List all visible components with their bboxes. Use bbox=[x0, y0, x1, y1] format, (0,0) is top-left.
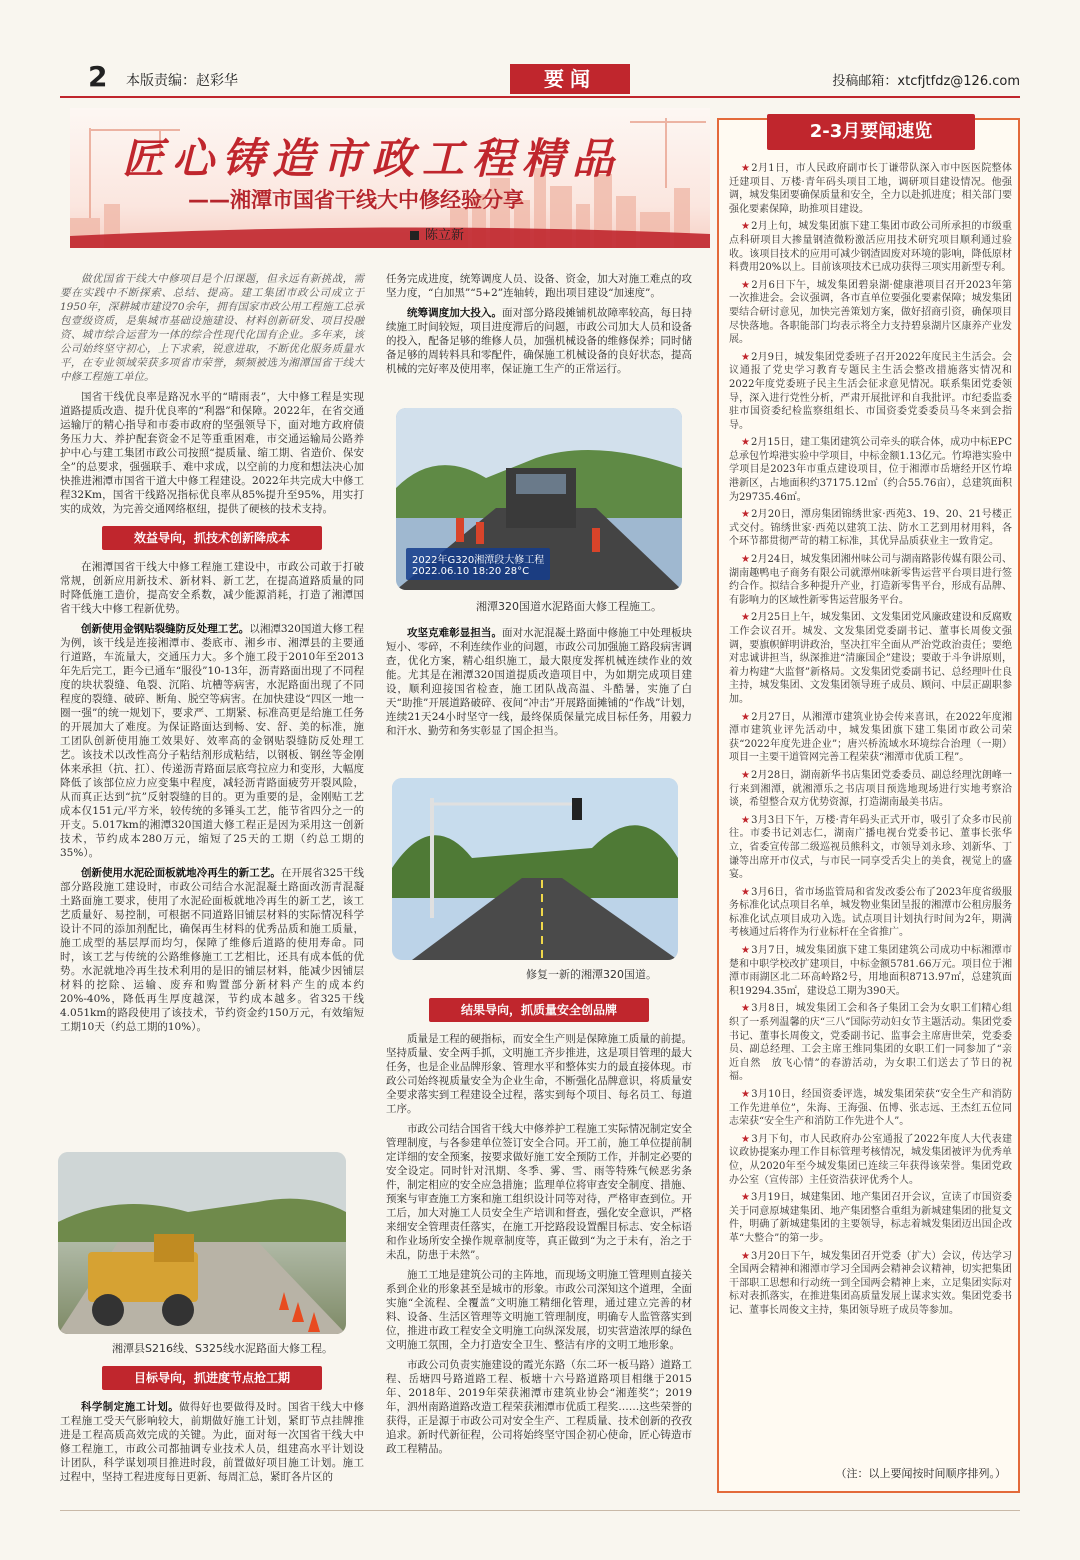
article-column-2-mid bbox=[386, 626, 692, 776]
paragraph bbox=[386, 626, 692, 738]
submission-email: 投稿邮箱：xtcfjtfdz@126.com bbox=[832, 74, 1020, 89]
page-header bbox=[60, 60, 1020, 96]
article-title: 匠心铸造市政工程精品 bbox=[122, 134, 623, 183]
news-item: ★ 2月6日下午，城发集团碧泉湖·健康港项目召开2023年第一次推进会。会议强调，各市直单位要强化要素保障；城发集团要结合研讨意见，加快完善策划方案，做好招商引资，确保项目尽快落地。各职能部门均表示将全力支持碧泉湖片区康养产业发展。 bbox=[729, 279, 1012, 347]
paragraph: 施工工地是建筑公司的主阵地，而现场文明施工管理则直接关系到企业的形象甚至是城市的形象。市政公司深知这个道理，全面实施“全流程、全覆盖”文明施工精细化管理，通过建立完善的材料、设备、生活区管理等文明施工管理制度，明确专人监管落实到位，推进市政工程安全文明施工向纵深发展，切实营造浓厚的绿色文明施工氛围，全力打造安全卫生、整洁有序的文明工地形象。 bbox=[386, 1269, 692, 1351]
paragraph: 国省干线优良率是路况水平的“晴雨表”，大中修工程是实现道路提质改造、提升优良率的“利器”和保障。2022年，在省交通运输厅的精心指导和市委市政府的坚强领导下，面对地方政府债务压力大、养护配套资金不足等重重困难，市交通运输局公路养护中心与建工集团市政公司按照“提质量、缩工期、省造价、保安全”的总要求，强强联手、难中求成，以空前的力度和想法决心加快推进湘潭市国省干道大中修工程建设。2022年共完成大中修工程32Km，国省干线路况指标优良率从85%提升至95%，用实打实的成效，为完善交通网络枢纽，提供了硬核的技术支持。 bbox=[60, 391, 364, 515]
author-marker-icon bbox=[410, 231, 419, 240]
news-item: ★ 3月8日，城发集团工会和各子集团工会为女职工们精心组织了一系列温馨的庆“三八”国际劳动妇女节主题活动。集团党委书记、董事长周俊文，党委副书记、监事会主席唐世荣，党委委员、副总经理、工会主席王维同集团的女职工们一同参加了“亲近自然 放飞心情”的春游活动，为女职工们送去了节日的祝福。 bbox=[729, 1002, 1012, 1084]
paragraph bbox=[60, 1400, 364, 1484]
watermark-title: 2022年G320湘潭段大修工程 bbox=[412, 555, 545, 566]
paragraph-lead: 创新使用金钢贴裂缝防反处理工艺。 bbox=[81, 623, 250, 635]
header-rule bbox=[60, 96, 1020, 98]
news-item: ★ 2月上旬，城发集团旗下建工集团市政公司所承担的市级重点科研项目大掺量钢渣微粉激活应用技术研究项目顺利通过验收。该项目技术的应用可减少钢渣固废对环境的影响，降低原材料费用20%以上。目前该项技术已成功获得三项实用新型专利。 bbox=[729, 220, 1012, 274]
section-heading-target: 目标导向，抓进度节点抢工期 bbox=[102, 1366, 322, 1390]
news-item: ★ 3月10日，经国资委评选，城发集团荣获“安全生产和消防工作先进单位”，朱海、王海强、伍博、张志远、王杰红五位同志荣获“安全生产和消防工作先进个人”。 bbox=[729, 1088, 1012, 1129]
news-item: ★ 2月9日，城发集团党委班子召开2022年度民主生活会。会议通报了党史学习教育专题民主生活会整改措施落实情况和2022年度党委班子民主生活会征求意见情况。联系集团党委领导，深入进行党性分析，严肃开展批评和自我批评。市纪委监委驻市国资委纪检监察组组长、市国资委党委委员马冬来到会指导。 bbox=[729, 351, 1012, 433]
paragraph: 市政公司结合国省干线大中修养护工程施工实际情况制定安全管理制度，与各参建单位签订安全合同。开工前，施工单位提前制定详细的安全预案，按要求做好施工安全预防工作，并制定必要的安全设定。同时针对汛期、冬季、雾、雪、雨等特殊气候恶劣条件，制定相应的安全应急措施；监理单位将审查安全制度、措施、预案与审查施工方案和施工组织设计同等对待，严格审查到位。开工后，加大对施工人员安全生产培训和督查，强化安全意识，严格来细安全管理责任落实，在施工开挖路段设置醒目标志、安全标语和作业场所安全操作规章制度等，真正做到“为之于未有，治之于未乱，防患于未然”。 bbox=[386, 1123, 692, 1261]
article-subtitle: ——湘潭市国省干线大中修经验分享 bbox=[188, 188, 524, 212]
paragraph-lead: 攻坚克难彰显担当。 bbox=[407, 627, 503, 639]
news-item: ★ 2月25日上午，城发集团、文发集团党风廉政建设和反腐败工作会议召开。城发、文发集团党委副书记、董事长周俊文强调，要旗帜鲜明讲政治，坚决扛牢全面从严治党政治责任；要绝对忠诚讲担当，纵深推进“清廉国企”建设；要敢于斗争讲原则，着力构建“大监督”新格局。文发集团党委副书记、总经理叶仕良主持，城发集团、文发集团领导班子成员、顾问、中层正副职参加。 bbox=[729, 611, 1012, 706]
article-author bbox=[410, 224, 464, 243]
news-item: ★ 3月19日，城建集团、地产集团召开会议，宣读了市国资委关于同意原城建集团、地产集团整合重组为新城建集团的批复文件，明确了新城建集团的主要领导，标志着城发集团迈出国企改革“大整合”的第一步。 bbox=[729, 1191, 1012, 1245]
footer-rule bbox=[60, 1510, 1020, 1511]
paragraph-text: 在开展省325干线部分路段施工建设时，市政公司结合水泥混凝土路面改沥青混凝土路面施工要求，使用了水泥砼面板就地冷再生的新工艺，该工艺质量好、易控制，可根据不同道路旧铺层材料的实际情况科学设计不同的添加剂配比，确保再生材料的优秀品质和施工质量，施工成型的基层厚而均匀，保障了维修后道路的使用寿命。同时，该工艺与传统的公路维修施工工艺相比，还具有成本低的优势。水泥就地冷再生技术利用的是旧的铺层材料，能减少因铺层材料的挖除、运输、废弃和购置部分新材料产生的成本约20%-40%，降低再生厚度越深，节约成本越多。省325干线4.051km的路段使用了该技术，节约资金约150万元，有效缩短工期10天（约总工期的10%）。 bbox=[60, 867, 364, 1033]
news-item: ★ 2月27日，从湘潭市建筑业协会传来喜讯，在2022年度湘潭市建筑业评先活动中，城发集团旗下建工集团市政公司荣获“2022年度先进企业”；唐兴桥流域水环境综合治理（一期）项目一主要干道管网完善工程荣获“湘潭市优质工程”。 bbox=[729, 711, 1012, 765]
article-column-2-bottom bbox=[386, 994, 692, 1502]
article-column-1-bottom bbox=[60, 1362, 364, 1502]
paragraph-text: 面对部分路段摊铺机故障率较高，每日持续施工时间较短，项目进度滞后的问题，市政公司加大人员和设备的投入，配备足够的维修人员，加强机械设备的维修保养；同时储备足够的周转料具和零配件，确保施工机械设备的良好状态，提高机械的完好率及使用率，保证施工生产的正常运行。 bbox=[386, 307, 693, 375]
news-item: ★ 2月28日，湖南新华书店集团党委委员、副总经理沈朗峰一行来到湘潭，就湘潭乐之书店项目预选地现场进行实地考察洽谈，希望整合双方优势资源，打造湖南最美书店。 bbox=[729, 769, 1012, 810]
news-item: ★ 2月20日，潭房集团锦绣世家·西苑3、19、20、21号楼正式交付。锦绣世家·西苑以建筑工法、防水工艺到用材用料，各个环节都贯彻严苛的精工标准，其优异品质获业主一致肯定。 bbox=[729, 508, 1012, 549]
news-item: ★ 3月6日，省市场监管局和省发改委公布了2023年度省级服务标准化试点项目名单，城发物业集团呈报的湘潭市公租房服务标准化试点项目成功入选。试点项目计划执行时间为2年，期满考核通过后将作为行业标杆在全省推广。 bbox=[729, 886, 1012, 940]
sidebar-footnote: （注：以上要闻按时间顺序排列。） bbox=[835, 1467, 1006, 1480]
news-digest-sidebar bbox=[717, 118, 1020, 1493]
editor-credit: 本版责编：赵彩华 bbox=[126, 73, 238, 89]
news-item: ★ 3月下旬，市人民政府办公室通报了2022年度人大代表建议政协提案办理工作目标管理考核情况，城发集团被评为优秀单位，从2020年至今城发集团已连续三年获得该荣誉。集团党政办公室（宣传部）主任资浩获评优秀个人。 bbox=[729, 1133, 1012, 1187]
news-item: ★ 2月1日，市人民政府副市长丁谦带队深入市中医医院整体迁建项目、万楼·青年码头项目工地，调研项目建设情况。他强调，城发集团要确保质量和安全，全力以赴抓进度；相关部门要强化要素保障，助推项目建设。 bbox=[729, 162, 1012, 216]
photo-g320-paving bbox=[396, 408, 682, 590]
news-item: ★ 3月3日下午，万楼·青年码头正式开市，吸引了众多市民前往。市委书记刘志仁，湖南广播电视台党委书记、董事长张华立，省委宣传部二级巡视员熊科文，市领导刘永珍、刘新华、丁谦等出席开市仪式，与市民一同享受舌尖上的美食，视觉上的盛宴。 bbox=[729, 814, 1012, 882]
paragraph-lead: 科学制定施工计划。 bbox=[81, 1401, 180, 1413]
section-heading-efficiency: 效益导向，抓技术创新降成本 bbox=[102, 526, 322, 550]
article-lead: 做优国省干线大中修项目是个旧课题，但永远有新挑战，需要在实践中不断探索、总结、提高。建工集团市政公司成立于1950年，深耕城市建设70余年，拥有国家市政公用工程施工总承包壹级资质，是集城市基础设施建设、材料创新研发、项目投融资、城市综合运营为一体的综合性现代化国有企业。多年来，该公司始终坚守初心，上下求索，锐意进取，不断优化服务质量水平，在专业领域荣获多项省市荣誉，频频被选为湘潭国省干线大中修工程施工单位。 bbox=[60, 273, 364, 383]
paragraph: 在湘潭国省干线大中修工程施工建设中，市政公司敢于打破常规，创新应用新技术、新材料、新工艺，在提高道路质量的同时降低施工造价，提高安全系数，减少能源消耗，打造了湘潭国省干线大中修工程新优势。 bbox=[60, 561, 364, 615]
roadwork-illustration bbox=[58, 1152, 346, 1334]
photo-caption-1: 湘潭县S216线、S325线水泥路面大修工程。 bbox=[112, 1342, 333, 1355]
photo-caption-2: 湘潭320国道水泥路面大修工程施工。 bbox=[476, 600, 662, 613]
paragraph-text: 做得好也要做得及时。国省干线大中修工程施工受天气影响较大，前期做好施工计划，紧盯节点挂牌推进是工程高质高效完成的关键。为此，面对每一次国省干线大中修工程施工，市政公司都抽调专业技术人员，组建高水平计划设计团队，科学谋划项目推进时段，前置做好项目施工计划。施工过程中，坚持工程进度每日更新、每周汇总，紧盯各片区的 bbox=[60, 1401, 365, 1483]
paragraph-lead: 创新使用水泥砼面板就地冷再生的新工艺。 bbox=[81, 867, 281, 879]
article-banner bbox=[70, 108, 710, 248]
news-item: ★ 3月7日，城发集团旗下建工集团建筑公司成功中标湘潭市楚和中职学校改扩建项目，中标金额5781.66万元。项目位于湘潭市雨湖区北二环高岭路2号，用地面积8713.97㎡，总建筑面积19294.35㎡，建设总工期为390天。 bbox=[729, 944, 1012, 998]
sidebar-title: 2-3月要闻速览 bbox=[767, 114, 975, 150]
news-item: ★ 2月15日，建工集团建筑公司牵头的联合体，成功中标EPC总承包竹埠港实验中学项目，中标金额1.13亿元。竹埠港实验中学项目是2023年市重点建设项目，位于湘潭市岳塘经开区竹埠港新区，占地面积约37175.12㎡（约合55.76亩），总建筑面积为29735.46㎡。 bbox=[729, 436, 1012, 504]
paragraph-lead: 统筹调度加大投入。 bbox=[407, 307, 503, 319]
paragraph: 市政公司负责实施建设的霞光东路（东二环一板马路）道路工程、岳塘四号路道路工程、板塘十六号路道路项目相继于2015年、2018年、2019年荣获湘潭市建筑业协会“湘莲奖”；2019年，泗州南路道路改造工程荣获湘潭市优质工程奖……这些荣誉的获得，正是源于市政公司对安全生产、工程质量、技术创新的孜孜追求。新时代新征程，公司将始终坚守国企初心使命，匠心铸造市政工程精品。 bbox=[386, 1359, 692, 1455]
photo-g320-renewed bbox=[392, 778, 678, 960]
paragraph bbox=[386, 306, 692, 376]
news-item: ★ 3月20日下午，城发集团召开党委（扩大）会议，传达学习全国两会精神和湘潭市学习全国两会精神会议精神，切实把集团干部职工思想和行动统一到全国两会精神上来，立足集团实际对标对表抓落实，在推进集团高质量发展上谋求实效。集团党委书记、董事长周俊文主持，集团领导班子成员等参加。 bbox=[729, 1250, 1012, 1318]
news-item: ★ 2月24日，城发集团湘州味公司与湖南路影传媒有限公司、湖南趣鸭电子商务有限公司就潭州味新零售运营平台项目进行签约合作。拟结合多种提升产业，打造新零售平台，形成有品牌、有影响力的区域性新零售运营服务平台。 bbox=[729, 553, 1012, 607]
photo-caption-3: 修复一新的湘潭320国道。 bbox=[526, 968, 657, 981]
photo-watermark bbox=[406, 548, 550, 580]
paragraph bbox=[60, 622, 364, 860]
paragraph: 任务完成进度，统筹调度人员、设备、资金，加大对施工难点的攻坚力度，“白加黑”“5+2”连轴转，跑出项目建设“加速度”。 bbox=[386, 273, 692, 299]
author-name: 陈立新 bbox=[425, 228, 465, 243]
paragraph-text: 面对水泥混凝土路面中修施工中处理板块短小、零碎，不利连续作业的问题，市政公司加强施工路段病害调查，优化方案，精心组织施工，最大限度发挥机械连续作业的效能。尤其是在湘潭320国道提质改造项目中，为如期完成项目建设，顺利迎接国省检查，施工团队战高温、斗酷暑，实施了白天“助推”开展道路破碎、夜间“冲击”开展路面摊铺的“作战”计划，连续21天24小时坚守一线，最终保质保量完成目标任务，用毅力和汗水、勤劳和务实彰显了国企担当。 bbox=[386, 627, 693, 737]
paragraph-text: 以湘潭320国道大修工程为例，该干线是连接湘潭市、娄底市、湘乡市、湘潭县的主要通行道路，车流量大，交通压力大。多个施工段于2010年至2013年先后完工，距今已通车“服役”10-13年，沥青路面出现了不同程度的块状裂缝、龟裂、沉陷、坑槽等病害，水泥路面出现了不同程度的裂缝、破碎、断角、脱空等病害。在加快建设“四区一地一圈一强”的统一规划下，要求严、工期紧、标准高更是给施工任务的开展加大了难度。为保证路面达到畅、安、舒、美的标准，施工团队创新使用施工效果好、效率高的金钢贴裂缝防反处理工艺。该技术以改性高分子粘结剂形成粘结，以钢板、钢丝等金刚体来承担（抗、扛）、传递沥青路面层底弯拉应力和变形，大幅度降低了该部位应力应变集中程度，减轻沥青路面疲劳开裂风险，从而真正达到“抗”反射裂缝的目的。更为重要的是，金刚贴工艺成本仅151元/平方米，较传统的多锤头工艺，能节省四分之一的开支。5.017km的湘潭320国道大修工程正是因为采用这一创新技术，节约成本280万元，缩短了25天的工期（约总工期的35%）。 bbox=[60, 623, 365, 859]
photo-roadwork-s216 bbox=[58, 1152, 346, 1334]
watermark-timestamp: 2022.06.10 18:20 28°C bbox=[412, 566, 530, 577]
renewed-road-illustration bbox=[392, 778, 678, 960]
sidebar-news-list bbox=[729, 162, 1012, 1322]
section-label: 要闻 bbox=[510, 64, 630, 94]
paragraph: 质量是工程的硬指标，而安全生产则是保障施工质量的前提。坚持质量、安全两手抓，文明施工齐步推进，这是项目管理的最大任务，也是企业品牌形象、管理水平和整体实力的最直接体现。市政公司始终视质量安全为企业生命，不断强化品牌意识，将质量安全要求落实到工程建设全过程，落实到每个项目、每名员工、每道工序。 bbox=[386, 1033, 692, 1115]
article-column-2-top bbox=[386, 272, 692, 400]
section-heading-quality: 结果导向，抓质量安全创品牌 bbox=[429, 998, 649, 1022]
page-number: 2 bbox=[88, 60, 108, 93]
paragraph bbox=[60, 866, 364, 1034]
